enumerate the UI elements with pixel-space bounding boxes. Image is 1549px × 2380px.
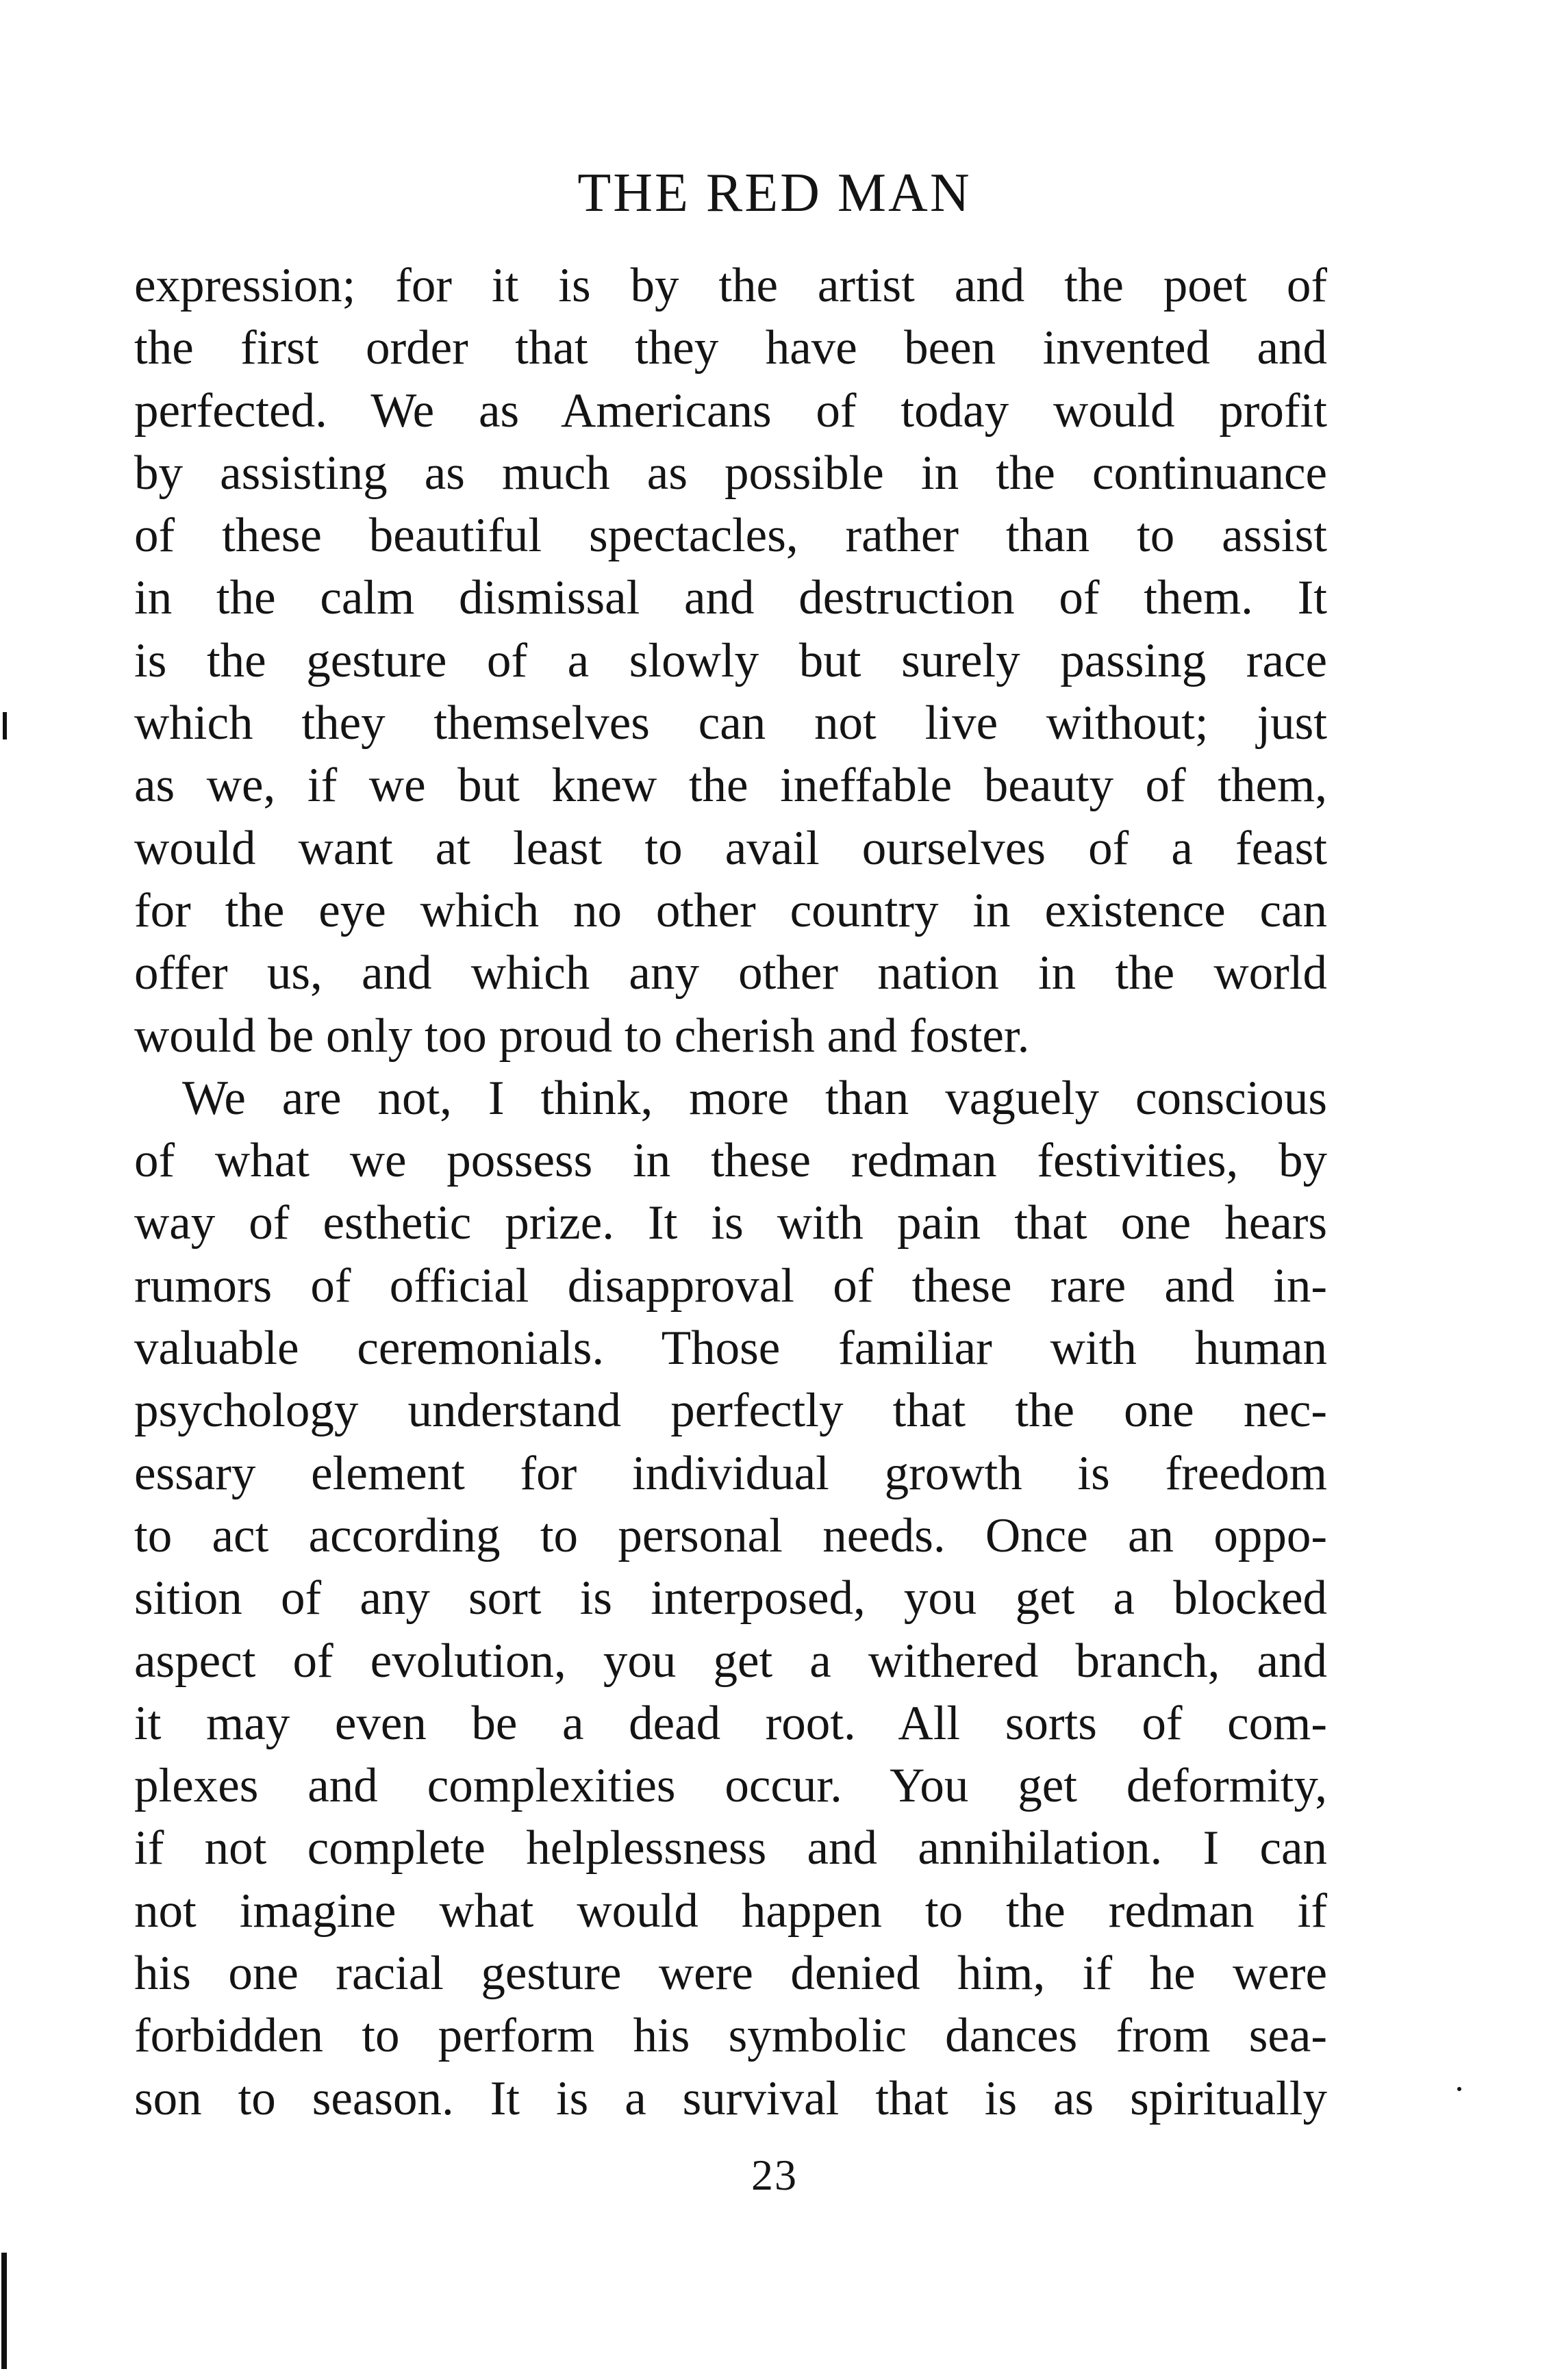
body-text: [134, 255, 1327, 2130]
text-line: essary element for individual growth is freedom: [134, 1446, 1327, 1500]
text-line: rumors of official disapproval of these rare and in-: [134, 1258, 1327, 1313]
text-line: plexes and complexities occur. You get deformity,: [134, 1759, 1327, 1813]
text-line: offer us, and which any other nation in the world: [134, 946, 1327, 1000]
text-line: perfected. We as Americans of today would profit: [134, 383, 1327, 438]
text-line: in the calm dismissal and destruction of them. It: [134, 571, 1327, 625]
text-line: it may even be a dead root. All sorts of com-: [134, 1696, 1327, 1750]
text-line: if not complete helplessness and annihilation. I can: [134, 1821, 1327, 1875]
text-line: way of esthetic prize. It is with pain that one hears: [134, 1196, 1327, 1250]
text-line: his one racial gesture were denied him, if he were: [134, 1947, 1327, 2001]
text-line: the first order that they have been invented and: [134, 321, 1327, 375]
text-line: which they themselves can not live without; just: [134, 696, 1327, 750]
text-line: We are not, I think, more than vaguely conscious: [182, 1071, 1327, 1125]
text-line: aspect of evolution, you get a withered branch, and: [134, 1634, 1327, 1688]
text-line: to act according to personal needs. Once an oppo-: [134, 1508, 1327, 1562]
scan-dot: [1457, 2087, 1461, 2091]
text-line: as we, if we but knew the ineffable beauty of them,: [134, 759, 1327, 813]
page-number: 23: [751, 2151, 798, 2199]
text-line: of what we possess in these redman festivities, by: [134, 1134, 1327, 1188]
text-line: is the gesture of a slowly but surely passing race: [134, 633, 1327, 687]
scan-edge-mark: [3, 712, 7, 739]
text-line: son to season. It is a survival that is as spiritually: [134, 2071, 1327, 2125]
scan-edge-mark: [1, 2253, 7, 2369]
text-line: sition of any sort is interposed, you get a blocked: [134, 1571, 1327, 1625]
text-line: would want at least to avail ourselves of a feast: [134, 821, 1327, 875]
text-line: forbidden to perform his symbolic dances from sea-: [134, 2009, 1327, 2063]
text-line: expression; for it is by the artist and the poet of: [134, 259, 1327, 312]
running-head: THE RED MAN: [577, 163, 972, 223]
text-line: would be only too proud to cherish and foster.: [134, 1009, 1030, 1063]
text-line: of these beautiful spectacles, rather than to assist: [134, 509, 1327, 563]
text-line: not imagine what would happen to the redman if: [134, 1884, 1327, 1938]
text-line: for the eye which no other country in existence can: [134, 883, 1327, 937]
text-line: by assisting as much as possible in the continuance: [134, 446, 1327, 500]
text-line: valuable ceremonials. Those familiar with human: [134, 1321, 1327, 1376]
text-line: psychology understand perfectly that the one nec-: [134, 1384, 1327, 1438]
